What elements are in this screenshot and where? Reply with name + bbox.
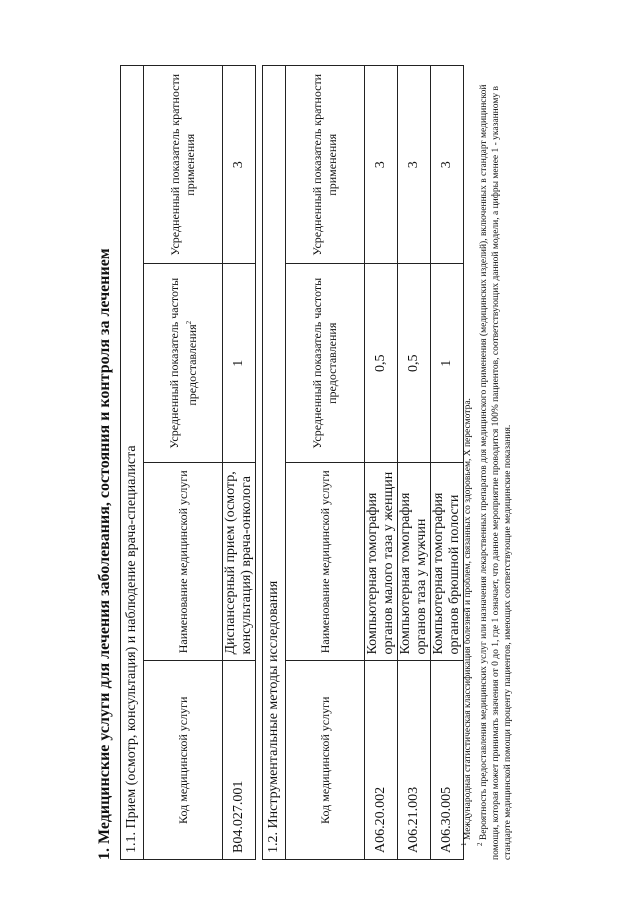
header-name: Наименование медицинской услуги: [286, 463, 365, 662]
table-consultations: [120, 65, 256, 860]
header-code: Код медицинской услуги: [286, 661, 365, 860]
rotated-content: [70, 50, 590, 860]
cell-frequency: 1: [431, 264, 464, 463]
table-row: [398, 66, 431, 860]
section-title: 1. Медицинские услуги для лечения заболевания, состояния и контроля за лечением: [96, 248, 113, 860]
header-multiplicity: Усредненный показатель кратности применения: [144, 66, 223, 265]
footnote-1: $^1$ Международная статистическая классификация болезней и проблем, связанных со здоровьем, X пересмотра.: [460, 398, 474, 846]
table2-caption: 1.2. Инструментальные методы исследования: [263, 66, 286, 860]
cell-frequency: 1: [223, 264, 256, 463]
cell-multiplicity: 3: [223, 66, 256, 265]
header-frequency: Усредненный показатель частоты предоставления$^2$: [144, 264, 223, 463]
cell-code: A06.20.002: [365, 661, 398, 860]
header-multiplicity: Усредненный показатель кратности применения: [286, 66, 365, 265]
cell-frequency: 0,5: [365, 264, 398, 463]
header-code: Код медицинской услуги: [144, 661, 223, 860]
cell-name: Компьютерная томография органов малого таза у женщин: [365, 463, 398, 662]
header-frequency: Усредненный показатель частоты предоставления: [286, 264, 365, 463]
cell-name: Компьютерная томография органов брюшной полости: [431, 463, 464, 662]
table-row: [223, 66, 256, 860]
table1-caption: 1.1. Прием (осмотр, консультация) и наблюдение врача-специалиста: [121, 66, 144, 860]
cell-frequency: 0,5: [398, 264, 431, 463]
cell-name: Компьютерная томография органов таза у мужчин: [398, 463, 431, 662]
cell-multiplicity: 3: [431, 66, 464, 265]
cell-name: Диспансерный прием (осмотр, консультация) врача-онколога: [223, 463, 256, 662]
cell-multiplicity: 3: [398, 66, 431, 265]
footnotes: [458, 60, 514, 860]
footnote-ref-2: 2: [184, 320, 193, 325]
cell-code: B04.027.001: [223, 661, 256, 860]
header-name: Наименование медицинской услуги: [144, 463, 223, 662]
table-instrumental: [262, 65, 464, 860]
cell-multiplicity: 3: [365, 66, 398, 265]
cell-code: A06.21.003: [398, 661, 431, 860]
table-row: [365, 66, 398, 860]
cell-code: A06.30.005: [431, 661, 464, 860]
footnote-2: $^2$ Вероятность предоставления медицинских услуг или назначения лекарственных препаратов для медицинского применения (медицинских изделий), включенных в стандарт медицинской помощи, которая может принимать значения от 0 до 1, где 1 означает, что данное мероприятие проводится 100% пациентов, соответствующих данной модели, а цифры менее 1 - указанному в стандарте медицинской помощи проценту пациентов, имеющих соответствующие медицинские показания.: [476, 84, 514, 860]
